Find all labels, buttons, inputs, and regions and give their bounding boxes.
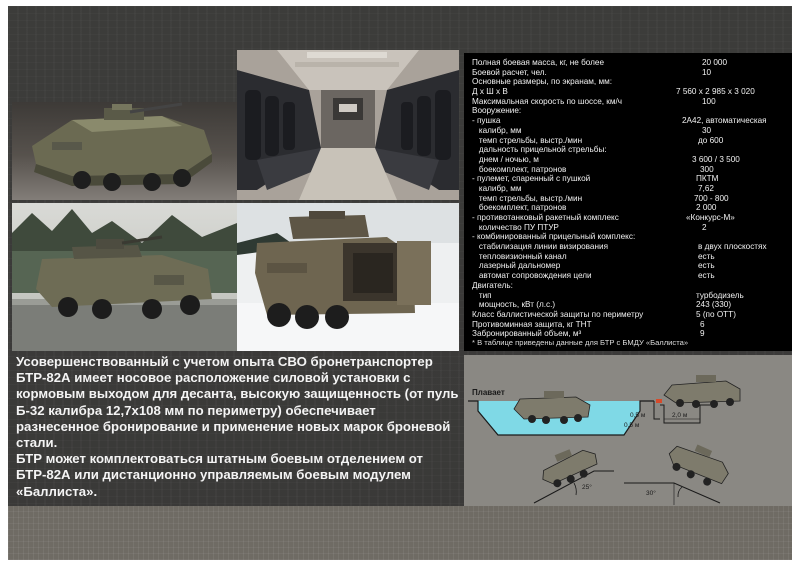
- spec-value: 2: [702, 222, 707, 232]
- spec-value: есть: [698, 271, 715, 281]
- spec-row: [464, 174, 792, 184]
- spec-value: 9: [700, 329, 705, 339]
- spec-row: [464, 213, 792, 223]
- spec-label: - пулемет, спаренный с пушкой: [472, 174, 591, 184]
- spec-value: 6: [700, 319, 705, 329]
- spec-label: Забронированный объем, м³: [472, 329, 582, 339]
- spec-row: [464, 223, 792, 233]
- spec-label: Вооружение:: [472, 106, 522, 116]
- spec-row: [464, 320, 792, 330]
- spec-value: ПКТМ: [696, 174, 719, 184]
- spec-label: Максимальная скорость по шоссе, км/ч: [472, 96, 623, 106]
- spec-value: 10: [702, 67, 712, 77]
- spec-label: тип: [472, 290, 492, 300]
- spec-row: [464, 145, 792, 155]
- spec-value: есть: [698, 251, 715, 261]
- spec-label: Класс баллистической защиты по периметру: [472, 309, 644, 319]
- spec-value: 700 - 800: [694, 193, 729, 203]
- spec-footnote: * В таблице приведены данные для БТР с БМДУ «Баллиста»: [472, 338, 689, 347]
- spec-label: боекомплект, патронов: [472, 203, 567, 213]
- spec-label: Полная боевая масса, кг, не более: [472, 58, 605, 67]
- spec-label: стабилизация линии визирования: [472, 242, 609, 252]
- spec-label: Противоминная защита, кг ТНТ: [472, 319, 592, 329]
- spec-row: [464, 261, 792, 271]
- spec-row: [464, 291, 792, 301]
- tilt-angle-label: 30°: [646, 490, 656, 497]
- spec-label: Двигатель:: [472, 280, 513, 290]
- spec-value: 3 600 / 3 500: [692, 154, 740, 164]
- spec-value: 100: [702, 96, 716, 106]
- photo-vehicle-road: [12, 203, 237, 351]
- spec-row: [464, 300, 792, 310]
- spec-row: [464, 232, 792, 242]
- spec-label: мощность, кВт (л.с.): [472, 300, 556, 310]
- specifications-table: [464, 53, 792, 351]
- spec-value: в двух плоскостях: [698, 242, 767, 252]
- spec-row: [464, 155, 792, 165]
- spec-value: 7 560 х 2 985 х 3 020: [676, 87, 755, 97]
- spec-label: днем / ночью, м: [472, 154, 539, 164]
- spec-row: [464, 126, 792, 136]
- spec-row: [464, 58, 792, 68]
- spec-value: 20 000: [702, 58, 728, 67]
- spec-row: [464, 116, 792, 126]
- spec-row: [464, 106, 792, 116]
- spec-value: 2 000: [696, 203, 717, 213]
- spec-label: дальность прицельной стрельбы:: [472, 145, 607, 155]
- spec-rows: [464, 58, 792, 339]
- spec-value: 7,62: [698, 183, 714, 193]
- spec-value: есть: [698, 261, 715, 271]
- spec-label: количество ПУ ПТУР: [472, 222, 559, 232]
- spec-label: темп стрельбы, выстр./мин: [472, 193, 583, 203]
- board-bottom-texture: [8, 506, 792, 560]
- description-paragraph-1: Усовершенствованный с учетом опыта СВО бронетранспортер БТР-82А имеет носовое расположение силовой установки с кормовым выходом для десанта, высокую защищенность (от пуль Б-32 калибра 12,7х108 мм по периметру) обеспечивает разнесенное бронирование и применение новых марок броневой стали.: [16, 354, 459, 451]
- vehicle-crossing-trench: [664, 375, 740, 408]
- poster-board: [8, 6, 792, 560]
- photo-vehicle-rear: [237, 203, 459, 351]
- spec-label: - пушка: [472, 116, 501, 126]
- spec-row: [464, 281, 792, 291]
- spec-value: 5 (по ОТТ): [696, 309, 736, 319]
- photo-troop-compartment: [237, 50, 459, 200]
- trench-width-label: 2,0 м: [672, 412, 688, 419]
- spec-label: Боевой расчет, чел.: [472, 67, 547, 77]
- spec-label: темп стрельбы, выстр./мин: [472, 135, 583, 145]
- spec-label: калибр, мм: [472, 183, 522, 193]
- spec-value: турбодизель: [696, 290, 744, 300]
- spec-row: [464, 271, 792, 281]
- description-paragraph-2: БТР может комплектоваться штатным боевым отделением от БТР-82А или дистанционно управляемым боевым модулем «Баллиста».: [16, 451, 423, 499]
- obstacle-diagram: [464, 355, 792, 506]
- spec-label: автомат сопровождения цели: [472, 271, 592, 281]
- spec-value: 2А42, автоматическая: [682, 116, 767, 126]
- spec-value: 30: [702, 125, 712, 135]
- spec-label: - комбинированный прицельный комплекс:: [472, 232, 636, 242]
- description-text: [16, 354, 462, 500]
- spec-label: боекомплект, патронов: [472, 164, 567, 174]
- spec-label: калибр, мм: [472, 125, 522, 135]
- spec-row: [464, 97, 792, 107]
- climb-angle-label: 25°: [582, 484, 592, 491]
- spec-row: [464, 165, 792, 175]
- spec-row: [464, 310, 792, 320]
- spec-row: [464, 136, 792, 146]
- spec-row: [464, 77, 792, 87]
- spec-row: [464, 68, 792, 78]
- spec-label: - противотанковый ракетный комплекс: [472, 213, 619, 222]
- water-depth-label: 0,5 м: [624, 422, 640, 429]
- spec-value: 300: [700, 164, 714, 174]
- spec-value: «Конкурс-М»: [686, 213, 735, 222]
- spec-value: 243 (330): [696, 300, 732, 310]
- spec-value: до 600: [698, 135, 724, 145]
- spec-row: [464, 242, 792, 252]
- spec-row: [464, 194, 792, 204]
- photo-vehicle-front: [12, 102, 237, 200]
- wall-height-label: 0,5 м: [630, 412, 646, 419]
- swim-label: Плавает: [472, 388, 505, 397]
- spec-label: Д х Ш х В: [472, 87, 508, 97]
- spec-label: тепловизионный канал: [472, 251, 567, 261]
- spec-label: Основные размеры, по экранам, мм:: [472, 77, 612, 87]
- spec-row: [464, 252, 792, 262]
- spec-row: [464, 203, 792, 213]
- spec-label: лазерный дальномер: [472, 261, 561, 271]
- spec-row: [464, 87, 792, 97]
- spec-row: [464, 184, 792, 194]
